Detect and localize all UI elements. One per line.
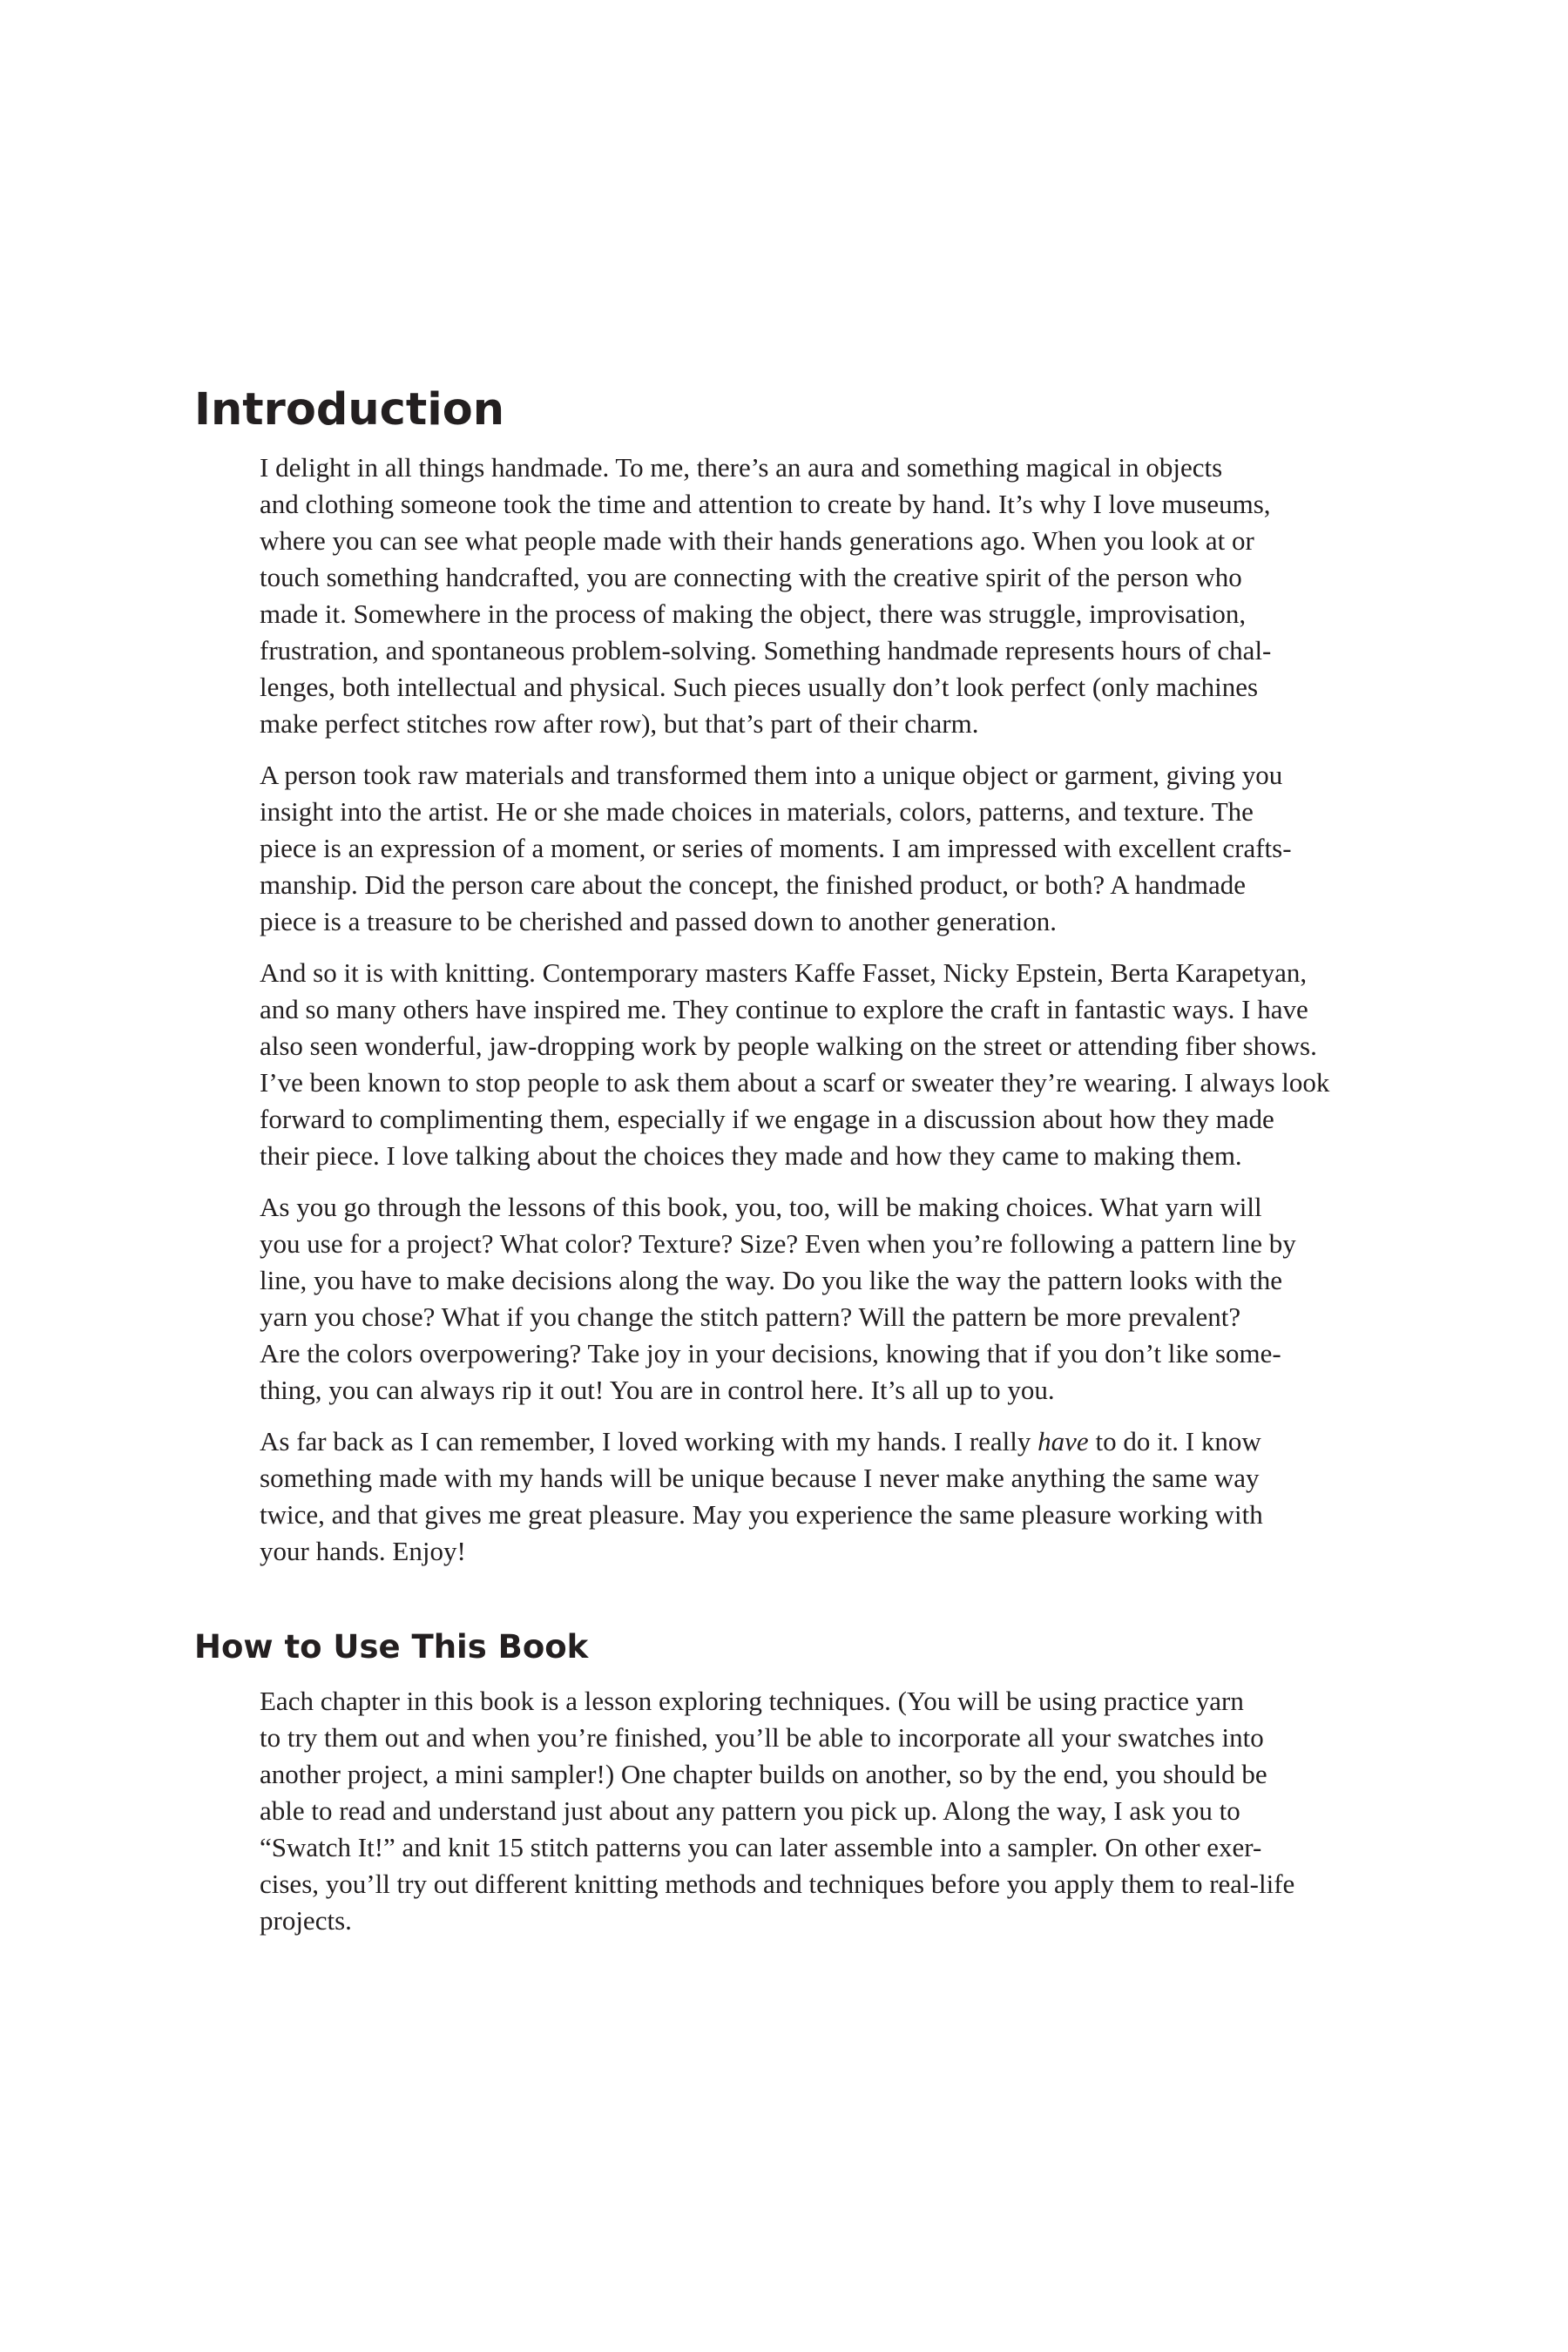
text-line: something made with my hands will be unique because I never make anything the same way xyxy=(260,1463,1260,1493)
text-line: Each chapter in this book is a lesson exploring techniques. (You will be using practice yarn xyxy=(260,1686,1244,1716)
text-line: and so many others have inspired me. They continue to explore the craft in fantastic ways. I have xyxy=(260,994,1308,1024)
text-line: cises, you’ll try out different knitting methods and techniques before you apply them to real-life xyxy=(260,1869,1295,1899)
text-line: yarn you chose? What if you change the stitch pattern? Will the pattern be more prevalent? xyxy=(260,1301,1241,1332)
text-line: lenges, both intellectual and physical. Such pieces usually don’t look perfect (only machines xyxy=(260,672,1259,702)
text-line: you use for a project? What color? Texture? Size? Even when you’re following a pattern line by xyxy=(260,1228,1296,1259)
text-line: “Swatch It!” and knit 15 stitch patterns you can later assemble into a sampler. On other exer- xyxy=(260,1832,1262,1862)
text-line: twice, and that gives me great pleasure. May you experience the same pleasure working with xyxy=(260,1499,1263,1530)
text-line: make perfect stitches row after row), but that’s part of their charm. xyxy=(260,708,979,739)
text-line: As you go through the lessons of this book, you, too, will be making choices. What yarn will xyxy=(260,1192,1262,1222)
text-line: thing, you can always rip it out! You are in control here. It’s all up to you. xyxy=(260,1375,1055,1405)
intro-paragraph-3 xyxy=(260,955,1444,1174)
text-line: frustration, and spontaneous problem-solving. Something handmade represents hours of chal- xyxy=(260,635,1272,666)
text-line: piece is a treasure to be cherished and passed down to another generation. xyxy=(260,906,1058,936)
intro-paragraph-4 xyxy=(260,1189,1444,1409)
text-line: another project, a mini sampler!) One chapter builds on another, so by the end, you should be xyxy=(260,1759,1267,1789)
text-line: also seen wonderful, jaw-dropping work by people walking on the street or attending fiber shows. xyxy=(260,1031,1317,1061)
how-to-paragraph xyxy=(260,1683,1444,1939)
text-line: I delight in all things handmade. To me, there’s an aura and something magical in objects xyxy=(260,452,1223,483)
text-run: to do it. I know xyxy=(1088,1426,1261,1456)
text-line: projects. xyxy=(260,1905,352,1936)
text-line: A person took raw materials and transformed them into a unique object or garment, giving you xyxy=(260,760,1283,790)
intro-paragraph-1 xyxy=(260,449,1444,742)
text-line: And so it is with knitting. Contemporary masters Kaffe Fasset, Nicky Epstein, Berta Karapetyan, xyxy=(260,957,1308,988)
text-run: As far back as I can remember, I loved working with my hands. I really xyxy=(260,1426,1038,1456)
how-to-use-body xyxy=(260,1683,1444,1954)
text-line: able to read and understand just about any pattern you pick up. Along the way, I ask you to xyxy=(260,1795,1240,1826)
introduction-body xyxy=(260,449,1444,1585)
text-line: forward to complimenting them, especially if we engage in a discussion about how they made xyxy=(260,1104,1274,1134)
text-line: line, you have to make decisions along the way. Do you like the way the pattern looks with the xyxy=(260,1265,1282,1295)
text-line: to try them out and when you’re finished, you’ll be able to incorporate all your swatches into xyxy=(260,1722,1264,1753)
intro-paragraph-5 xyxy=(260,1423,1444,1570)
text-line: manship. Did the person care about the concept, the finished product, or both? A handmade xyxy=(260,869,1247,900)
text-line: touch something handcrafted, you are connecting with the creative spirit of the person who xyxy=(260,562,1242,592)
text-line: their piece. I love talking about the choices they made and how they came to making them. xyxy=(260,1140,1242,1171)
emphasized-word: have xyxy=(1037,1426,1089,1456)
intro-paragraph-2 xyxy=(260,757,1444,940)
text-line: where you can see what people made with their hands generations ago. When you look at or xyxy=(260,525,1254,556)
text-line: Are the colors overpowering? Take joy in your decisions, knowing that if you don’t like some- xyxy=(260,1338,1281,1369)
text-line: your hands. Enjoy! xyxy=(260,1536,466,1566)
text-line xyxy=(260,1423,1444,1460)
text-line: piece is an expression of a moment, or series of moments. I am impressed with excellent crafts- xyxy=(260,833,1292,863)
text-line: insight into the artist. He or she made choices in materials, colors, patterns, and texture. The xyxy=(260,796,1254,827)
chapter-title: Introduction xyxy=(194,384,505,436)
section-title: How to Use This Book xyxy=(194,1628,589,1666)
text-line: made it. Somewhere in the process of making the object, there was struggle, improvisation, xyxy=(260,598,1247,629)
text-line: and clothing someone took the time and attention to create by hand. It’s why I love museums, xyxy=(260,489,1271,519)
text-line: I’ve been known to stop people to ask them about a scarf or sweater they’re wearing. I always look xyxy=(260,1067,1330,1098)
